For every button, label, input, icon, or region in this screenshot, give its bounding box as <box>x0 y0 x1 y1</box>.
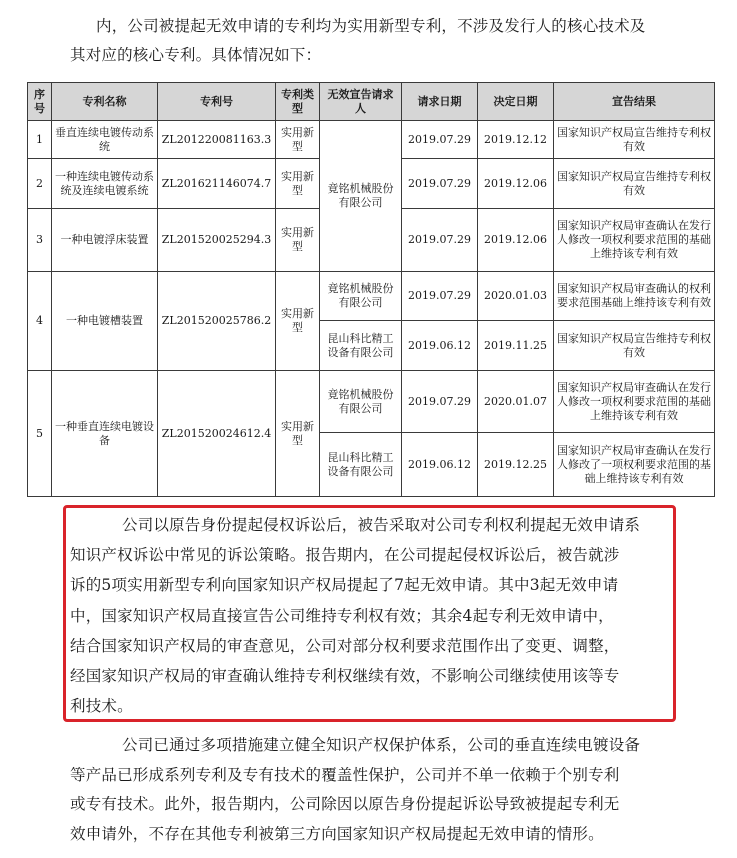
cell-seq: 1 <box>28 121 52 159</box>
header-name: 专利名称 <box>52 83 158 121</box>
cell-request-date: 2019.07.29 <box>402 121 478 159</box>
header-result: 宣告结果 <box>554 83 715 121</box>
header-type: 专利类型 <box>276 83 320 121</box>
cell-seq: 3 <box>28 209 52 272</box>
intro-line-1: 内，公司被提起无效申请的专利均为实用新型专利，不涉及发行人的核心技术及 <box>96 17 646 35</box>
cell-request-date: 2019.06.12 <box>402 433 478 497</box>
cell-name: 一种垂直连续电镀设备 <box>52 371 158 497</box>
highlight-line: 公司以原告身份提起侵权诉讼后，被告采取对公司专利权利提起无效申请系 <box>122 516 641 534</box>
highlight-line: 中，国家知识产权局直接宣告公司维持专利权有效；其余4起专利无效申请中， <box>70 606 614 625</box>
intro-line-2: 其对应的核心专利。具体情况如下： <box>70 46 322 64</box>
cell-number: ZL201520025786.2 <box>158 272 276 371</box>
cell-request-date: 2019.07.29 <box>402 272 478 321</box>
cell-decision-date: 2020.01.07 <box>478 371 554 433</box>
cell-requester: 昆山科比精工设备有限公司 <box>320 321 402 371</box>
highlight-paragraph <box>70 510 670 721</box>
patent-table <box>27 82 715 497</box>
cell-request-date: 2019.06.12 <box>402 321 478 371</box>
outro-line: 效申请外，不存在其他专利被第三方向国家知识产权局提起无效申请的情形。 <box>70 824 604 843</box>
cell-result: 国家知识产权局宣告维持专利权有效 <box>554 121 715 159</box>
cell-name: 一种连续电镀传动系统及连续电镀系统 <box>52 159 158 209</box>
cell-result: 国家知识产权局宣告维持专利权有效 <box>554 321 715 371</box>
cell-requester: 竟铭机械股份有限公司 <box>320 272 402 321</box>
cell-type: 实用新型 <box>276 121 320 159</box>
header-request-date: 请求日期 <box>402 83 478 121</box>
cell-requester: 竟铭机械股份有限公司 <box>320 371 402 433</box>
cell-decision-date: 2019.12.06 <box>478 209 554 272</box>
cell-type: 实用新型 <box>276 371 320 497</box>
outro-line: 公司已通过多项措施建立健全知识产权保护体系，公司的垂直连续电镀设备 <box>122 736 641 754</box>
header-number: 专利号 <box>158 83 276 121</box>
outro-paragraph <box>70 731 710 849</box>
cell-decision-date: 2019.12.12 <box>478 121 554 159</box>
cell-type: 实用新型 <box>276 272 320 371</box>
outro-line: 或专有技术。此外，报告期内，公司除因以原告身份提起诉讼导致被提起专利无 <box>70 795 620 813</box>
cell-decision-date: 2019.12.06 <box>478 159 554 209</box>
cell-name: 一种电镀浮床装置 <box>52 209 158 272</box>
cell-result: 国家知识产权局审查确认在发行人修改一项权利要求范围的基础上维持该专利有效 <box>554 371 715 433</box>
highlight-line: 诉的5项实用新型专利向国家知识产权局提起了7起无效申请。其中3起无效申请 <box>70 576 619 595</box>
header-requester: 无效宣告请求人 <box>320 83 402 121</box>
header-seq: 序号 <box>28 83 52 121</box>
highlight-line: 利技术。 <box>70 697 133 716</box>
cell-number: ZL201621146074.7 <box>158 159 276 209</box>
cell-decision-date: 2019.11.25 <box>478 321 554 371</box>
highlight-line: 结合国家知识产权局的审查意见，公司对部分权利要求范围作出了变更、调整， <box>70 636 620 655</box>
table-header-row <box>28 83 715 121</box>
header-decision-date: 决定日期 <box>478 83 554 121</box>
cell-request-date: 2019.07.29 <box>402 371 478 433</box>
table-row <box>28 272 715 321</box>
cell-number: ZL201220081163.3 <box>158 121 276 159</box>
cell-type: 实用新型 <box>276 159 320 209</box>
cell-request-date: 2019.07.29 <box>402 159 478 209</box>
cell-seq: 4 <box>28 272 52 371</box>
cell-seq: 2 <box>28 159 52 209</box>
cell-name: 一种电镀槽装置 <box>52 272 158 371</box>
cell-number: ZL201520025294.3 <box>158 209 276 272</box>
outro-line: 等产品已形成系列专利及专有技术的覆盖性保护，公司并不单一依赖于个别专利 <box>70 765 620 784</box>
cell-decision-date: 2019.12.25 <box>478 433 554 497</box>
cell-result: 国家知识产权局审查确认的权利要求范围基础上维持该专利有效 <box>554 272 715 321</box>
cell-result: 国家知识产权局审查确认在发行人修改了一项权利要求范围的基础上维持该专利有效 <box>554 433 715 497</box>
cell-result: 国家知识产权局审查确认在发行人修改一项权利要求范围的基础上维持该专利有效 <box>554 209 715 272</box>
highlight-line: 经国家知识产权局的审查确认维持专利权继续有效，不影响公司继续使用该等专 <box>70 667 620 686</box>
cell-name: 垂直连续电镀传动系统 <box>52 121 158 159</box>
cell-type: 实用新型 <box>276 209 320 272</box>
cell-requester: 竟铭机械股份有限公司 <box>320 121 402 272</box>
cell-request-date: 2019.07.29 <box>402 209 478 272</box>
cell-seq: 5 <box>28 371 52 497</box>
table-row <box>28 121 715 159</box>
cell-result: 国家知识产权局宣告维持专利权有效 <box>554 159 715 209</box>
cell-decision-date: 2020.01.03 <box>478 272 554 321</box>
cell-requester: 昆山科比精工设备有限公司 <box>320 433 402 497</box>
table-row <box>28 371 715 433</box>
intro-paragraph <box>0 12 737 70</box>
cell-number: ZL201520024612.4 <box>158 371 276 497</box>
highlight-line: 知识产权诉讼中常见的诉讼策略。报告期内，在公司提起侵权诉讼后，被告就涉 <box>70 546 620 565</box>
